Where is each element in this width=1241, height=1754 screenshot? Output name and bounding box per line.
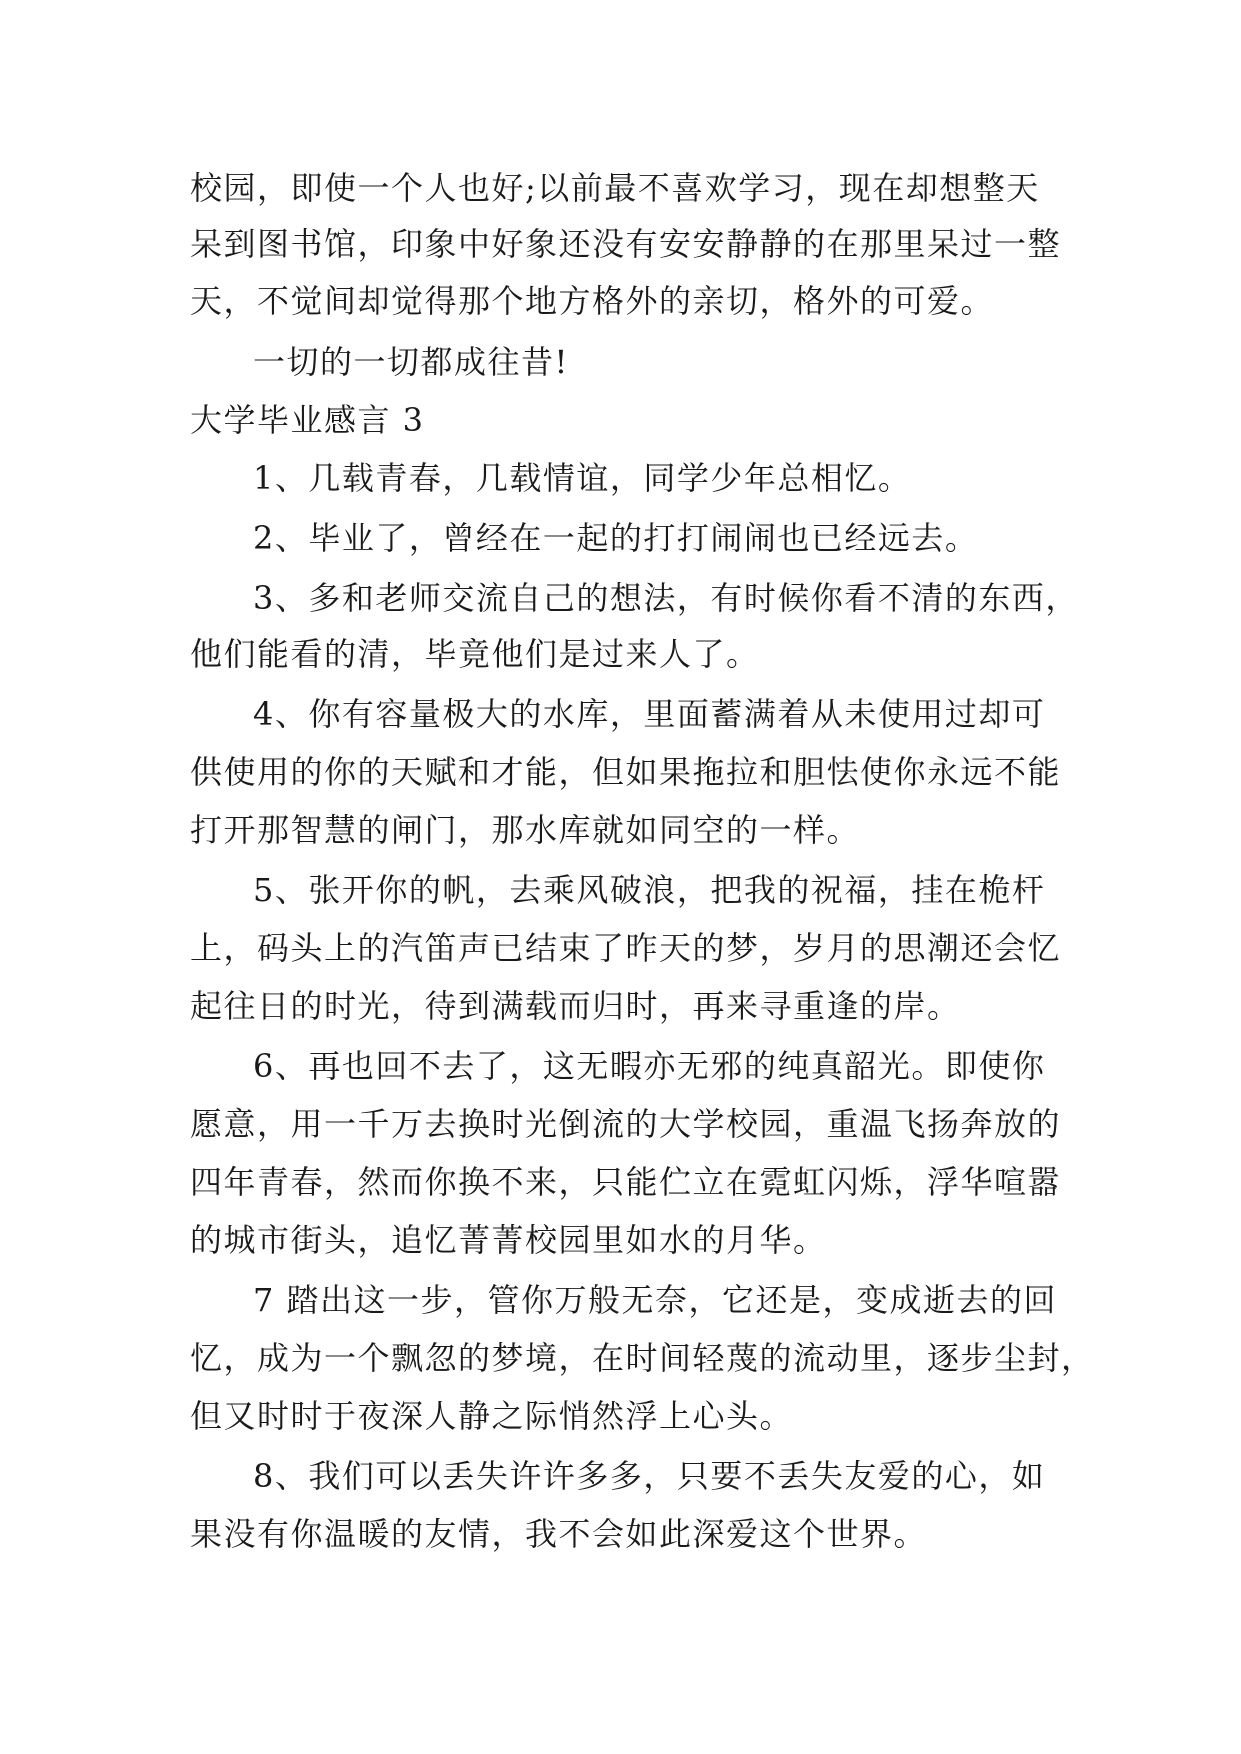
text-line: 他们能看的清，毕竟他们是过来人了。: [190, 635, 760, 673]
text-line: 3、多和老师交流自己的想法，有时候你看不清的东西，: [253, 579, 1079, 617]
text-line: 供使用的你的天赋和才能，但如果拖拉和胆怯使你永远不能: [190, 753, 1062, 791]
text-line: 忆，成为一个飘忽的梦境，在时间轻蔑的流动里，逐步尘封，: [190, 1339, 1095, 1377]
text-line: 5、张开你的帆，去乘风破浪，把我的祝福，挂在桅杆: [253, 871, 1046, 909]
text-line: 7 踏出这一步，管你万般无奈，它还是，变成逝去的回: [253, 1281, 1058, 1319]
text-line: 四年青春，然而你换不来，只能伫立在霓虹闪烁，浮华喧嚣: [190, 1163, 1062, 1201]
text-line: 6、再也回不去了，这无暇亦无邪的纯真韶光。即使你: [253, 1047, 1046, 1085]
text-line: 天，不觉间却觉得那个地方格外的亲切，格外的可爱。: [190, 282, 995, 320]
text-line: 但又时时于夜深人静之际悄然浮上心头。: [190, 1397, 794, 1435]
text-line: 一切的一切都成往昔!: [253, 343, 569, 381]
text-line: 8、我们可以丢失许许多多，只要不丢失友爱的心，如: [253, 1457, 1046, 1495]
text-line: 的城市街头，追忆菁菁校园里如水的月华。: [190, 1221, 827, 1259]
text-line: 打开那智慧的闸门，那水库就如同空的一样。: [190, 811, 861, 849]
text-line: 起往日的时光，待到满载而归时，再来寻重逢的岸。: [190, 987, 961, 1025]
text-line: 呆到图书馆，印象中好象还没有安安静静的在那里呆过一整: [190, 225, 1062, 263]
text-line: 校园，即使一个人也好;以前最不喜欢学习，现在却想整天: [190, 169, 1040, 207]
text-line: 2、毕业了，曾经在一起的打打闹闹也已经远去。: [253, 519, 979, 557]
text-line: 1、几载青春，几载情谊，同学少年总相忆。: [253, 459, 912, 497]
text-line: 上，码头上的汽笛声已结束了昨天的梦，岁月的思潮还会忆: [190, 929, 1062, 967]
section-heading: 大学毕业感言 3: [190, 401, 425, 439]
text-line: 愿意，用一千万去换时光倒流的大学校园，重温飞扬奔放的: [190, 1105, 1062, 1143]
text-line: 果没有你温暖的友情，我不会如此深爱这个世界。: [190, 1515, 928, 1553]
text-line: 4、你有容量极大的水库，里面蓄满着从未使用过却可: [253, 695, 1046, 733]
